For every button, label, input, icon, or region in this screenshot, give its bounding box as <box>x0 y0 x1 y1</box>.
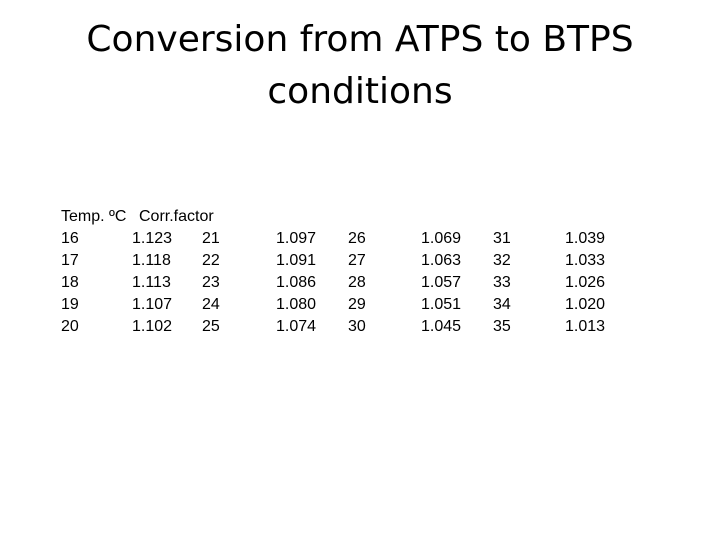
table-cell-factor: 1.107 <box>132 296 173 313</box>
table-cell-temp: 27 <box>348 252 366 269</box>
table-cell-temp: 28 <box>348 274 366 291</box>
table-cell-temp: 21 <box>202 230 220 247</box>
table-cell-factor: 1.080 <box>276 296 317 313</box>
table-cell-temp: 19 <box>61 296 79 313</box>
table-cell-factor: 1.074 <box>276 318 317 335</box>
table-cell-temp: 26 <box>348 230 366 247</box>
page-title <box>0 14 720 118</box>
table-cell-factor: 1.051 <box>421 296 462 313</box>
table-cell-factor: 1.086 <box>276 274 317 291</box>
table-cell-factor: 1.102 <box>132 318 173 335</box>
table-cell-temp: 23 <box>202 274 220 291</box>
table-cell-factor: 1.033 <box>565 252 606 269</box>
header-temp: Temp. ºC <box>61 208 127 225</box>
table-cell-temp: 16 <box>61 230 79 247</box>
table-cell-factor: 1.091 <box>276 252 317 269</box>
page-title-line-2: conditions <box>267 71 453 112</box>
table-cell-temp: 25 <box>202 318 220 335</box>
table-cell-temp: 34 <box>493 296 511 313</box>
table-cell-temp: 31 <box>493 230 511 247</box>
table-cell-factor: 1.013 <box>565 318 606 335</box>
table-cell-factor: 1.113 <box>132 274 171 291</box>
table-cell-factor: 1.069 <box>421 230 462 247</box>
table-cell-temp: 30 <box>348 318 366 335</box>
table-cell-factor: 1.057 <box>421 274 462 291</box>
table-cell-factor: 1.026 <box>565 274 606 291</box>
table-cell-temp: 33 <box>493 274 511 291</box>
table-cell-temp: 35 <box>493 318 511 335</box>
table-cell-factor: 1.020 <box>565 296 606 313</box>
table-cell-temp: 24 <box>202 296 220 313</box>
table-cell-factor: 1.045 <box>421 318 462 335</box>
table-cell-factor: 1.039 <box>565 230 606 247</box>
table-cell-factor: 1.063 <box>421 252 462 269</box>
table-cell-factor: 1.097 <box>276 230 317 247</box>
table-cell-temp: 20 <box>61 318 79 335</box>
table-cell-factor: 1.123 <box>132 230 173 247</box>
table-cell-temp: 17 <box>61 252 79 269</box>
table-cell-temp: 22 <box>202 252 220 269</box>
table-cell-factor: 1.118 <box>132 252 171 269</box>
header-factor: Corr.factor <box>139 208 214 225</box>
table-cell-temp: 18 <box>61 274 79 291</box>
table-cell-temp: 32 <box>493 252 511 269</box>
table-cell-temp: 29 <box>348 296 366 313</box>
page-title-line-1: Conversion from ATPS to BTPS <box>86 19 634 60</box>
